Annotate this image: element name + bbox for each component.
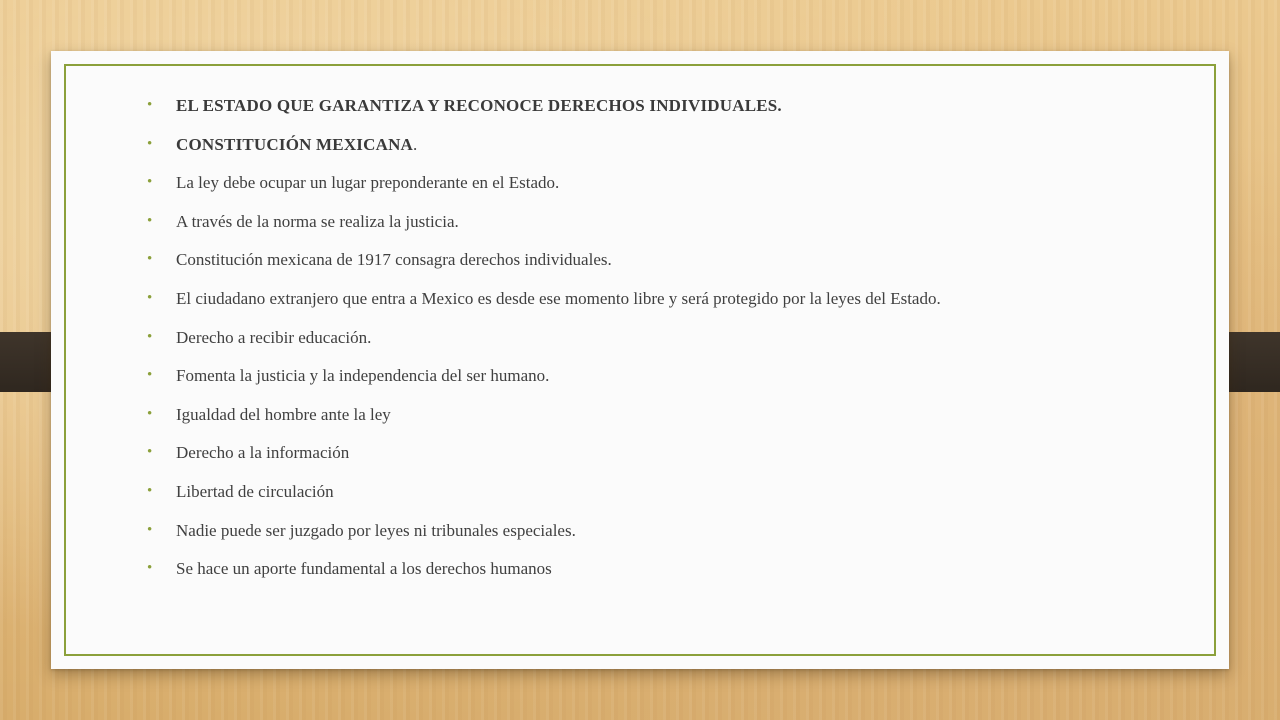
bullet-icon: • — [147, 212, 153, 229]
bullet-icon: • — [147, 174, 153, 191]
bullet-icon: • — [147, 444, 153, 461]
list-item — [147, 400, 1207, 439]
bullet-icon: • — [147, 521, 153, 538]
slide-content — [147, 91, 1207, 593]
bullet-icon: • — [147, 560, 153, 577]
bullet-icon: • — [147, 367, 153, 384]
list-item — [147, 207, 1207, 246]
item-text: La ley debe ocupar un lugar preponderante en el Estado. — [176, 173, 560, 193]
bullet-icon: • — [147, 97, 153, 113]
item-text: Constitución mexicana de 1917 consagra derechos individuales. — [176, 250, 612, 270]
list-item — [147, 168, 1207, 207]
slide-paper — [51, 51, 1229, 669]
bullet-icon: • — [147, 405, 153, 422]
item-text: Libertad de circulación — [176, 481, 334, 501]
item-bold-text: EL ESTADO QUE GARANTIZA Y RECONOCE DERECHOS INDIVIDUALES. — [176, 96, 782, 115]
bullet-icon: • — [147, 482, 153, 499]
list-item — [147, 91, 1207, 130]
list-item — [147, 245, 1207, 284]
list-item — [147, 130, 1207, 169]
item-text: . — [413, 134, 418, 154]
bullet-icon: • — [147, 135, 153, 152]
item-text: Se hace un aporte fundamental a los derechos humanos — [176, 559, 552, 579]
bullet-list — [147, 91, 1207, 593]
item-text: Nadie puede ser juzgado por leyes ni tribunales especiales. — [176, 520, 576, 540]
list-item — [147, 477, 1207, 516]
list-item — [147, 554, 1207, 593]
list-item — [147, 516, 1207, 555]
list-item — [147, 323, 1207, 362]
bullet-icon: • — [147, 328, 153, 345]
list-item — [147, 284, 1207, 323]
list-item — [147, 438, 1207, 477]
list-item — [147, 361, 1207, 400]
bullet-icon: • — [147, 251, 153, 268]
item-bold-text: CONSTITUCIÓN MEXICANA — [176, 134, 414, 154]
item-text: Derecho a la información — [176, 443, 350, 463]
item-text: Fomenta la justicia y la independencia del ser humano. — [176, 366, 550, 386]
item-text: Derecho a recibir educación. — [176, 327, 372, 347]
bullet-icon: • — [147, 289, 153, 306]
item-text: Igualdad del hombre ante la ley — [176, 404, 391, 424]
item-text: A través de la norma se realiza la justicia. — [176, 211, 459, 231]
item-text: El ciudadano extranjero que entra a Mexico es desde ese momento libre y será protegido por la leyes del Estado. — [176, 288, 941, 308]
